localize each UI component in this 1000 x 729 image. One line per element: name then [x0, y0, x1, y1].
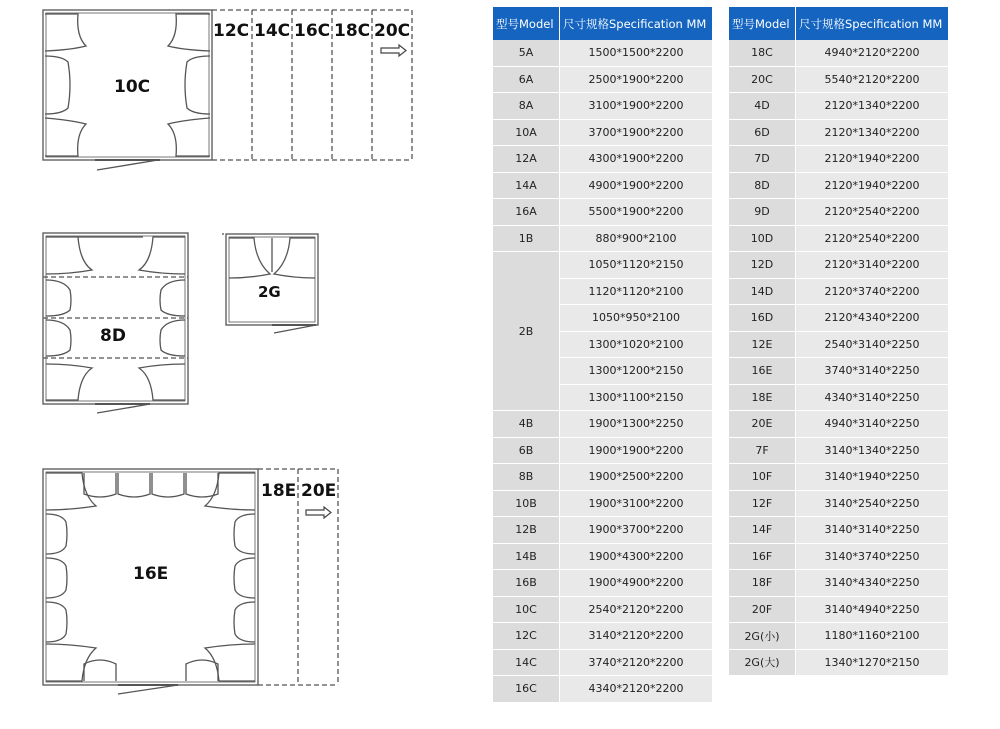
- spec-cell: 1500*1500*2200: [560, 40, 712, 67]
- spec-cell: 1900*1900*2200: [560, 438, 712, 465]
- model-cell: 10C: [493, 597, 560, 624]
- spec-cell: 3140*2540*2250: [796, 491, 948, 518]
- spec-cell: 1300*1100*2150: [560, 385, 712, 412]
- column-header-model: 型号Model: [729, 7, 796, 40]
- spec-cell: 1050*1120*2150: [560, 252, 712, 279]
- spec-table-left: [493, 7, 712, 703]
- spec-cell: 1900*3100*2200: [560, 491, 712, 518]
- table-row: [729, 173, 948, 200]
- table-row: [729, 570, 948, 597]
- table-row: [493, 676, 712, 703]
- model-cell: 16A: [493, 199, 560, 226]
- table-row: [493, 173, 712, 200]
- table-row: [729, 305, 948, 332]
- model-cell: 16D: [729, 305, 796, 332]
- table-row: [493, 623, 712, 650]
- spec-cell: 3740*3140*2250: [796, 358, 948, 385]
- extension-label-18e: 18E: [261, 481, 297, 501]
- model-cell: 6B: [493, 438, 560, 465]
- spec-cell: 2500*1900*2200: [560, 67, 712, 94]
- spec-cell: 3140*4340*2250: [796, 570, 948, 597]
- table-body: [493, 40, 712, 703]
- model-cell: 10D: [729, 226, 796, 253]
- spec-cell: 1300*1200*2150: [560, 358, 712, 385]
- table-row: [729, 146, 948, 173]
- model-cell: 2G(小): [729, 623, 796, 650]
- spec-cell: 2120*4340*2200: [796, 305, 948, 332]
- model-cell: 7D: [729, 146, 796, 173]
- spec-cell: 1050*950*2100: [560, 305, 712, 332]
- spec-table-right: [729, 7, 948, 676]
- model-cell: 2G(大): [729, 650, 796, 677]
- table-row: [729, 93, 948, 120]
- model-cell: 18C: [729, 40, 796, 67]
- spec-cell: 2120*3140*2200: [796, 252, 948, 279]
- model-cell: 14A: [493, 173, 560, 200]
- table-row: [493, 464, 712, 491]
- model-cell: 20C: [729, 67, 796, 94]
- extension-label-16c: 16C: [294, 21, 331, 41]
- spec-cell: 4940*2120*2200: [796, 40, 948, 67]
- spec-cell: 2120*3740*2200: [796, 279, 948, 306]
- spec-cell: 3140*2120*2200: [560, 623, 712, 650]
- spec-cell: 3140*1940*2250: [796, 464, 948, 491]
- table-row: [493, 570, 712, 597]
- spec-cell: 2540*3140*2250: [796, 332, 948, 359]
- column-header-spec: 尺寸规格Specification MM: [796, 7, 948, 40]
- extension-label-18c: 18C: [334, 21, 371, 41]
- model-cell: 4B: [493, 411, 560, 438]
- model-cell: 10B: [493, 491, 560, 518]
- floor-plan-16e: [43, 469, 338, 694]
- table-row: [493, 67, 712, 94]
- diagram-label-10c: 10C: [114, 77, 151, 97]
- model-cell: 12B: [493, 517, 560, 544]
- table-body: [729, 40, 948, 676]
- spec-cell: 1180*1160*2100: [796, 623, 948, 650]
- table-row: [729, 358, 948, 385]
- model-cell: 12A: [493, 146, 560, 173]
- table-row: [729, 491, 948, 518]
- model-cell: 8A: [493, 93, 560, 120]
- table-row: [493, 252, 712, 279]
- table-row: [493, 411, 712, 438]
- spec-cell: 1120*1120*2100: [560, 279, 712, 306]
- spec-cell: 3140*3140*2250: [796, 517, 948, 544]
- extension-label-20e: 20E: [301, 481, 337, 501]
- table-row: [493, 120, 712, 147]
- model-cell: 10A: [493, 120, 560, 147]
- spec-cell: 3100*1900*2200: [560, 93, 712, 120]
- spec-cell: 1900*4900*2200: [560, 570, 712, 597]
- model-cell: 1B: [493, 226, 560, 253]
- table-row: [729, 517, 948, 544]
- model-cell: 12C: [493, 623, 560, 650]
- spec-cell: 4340*3140*2250: [796, 385, 948, 412]
- model-cell: 14C: [493, 650, 560, 677]
- spec-cell: 1300*1020*2100: [560, 332, 712, 359]
- spec-cell: 2120*2540*2200: [796, 226, 948, 253]
- table-row: [493, 199, 712, 226]
- model-cell: 10F: [729, 464, 796, 491]
- table-row: [729, 464, 948, 491]
- model-cell: 16C: [493, 676, 560, 703]
- table-row: [729, 279, 948, 306]
- table-row: [729, 332, 948, 359]
- spec-cell: 4300*1900*2200: [560, 146, 712, 173]
- model-cell: 8D: [729, 173, 796, 200]
- model-cell: 14B: [493, 544, 560, 571]
- spec-cell: 4900*1900*2200: [560, 173, 712, 200]
- spec-cell: 1900*2500*2200: [560, 464, 712, 491]
- table-row: [729, 252, 948, 279]
- spec-cell: 1900*4300*2200: [560, 544, 712, 571]
- diagram-label-2g: 2G: [258, 283, 281, 301]
- table-row: [729, 623, 948, 650]
- model-cell: 9D: [729, 199, 796, 226]
- spec-cell: 1340*1270*2150: [796, 650, 948, 677]
- model-cell: 8B: [493, 464, 560, 491]
- spec-cell: 3140*4940*2250: [796, 597, 948, 624]
- spec-cell: 2120*1340*2200: [796, 120, 948, 147]
- model-cell: 20E: [729, 411, 796, 438]
- column-header-spec: 尺寸规格Specification MM: [560, 7, 712, 40]
- table-row: [493, 544, 712, 571]
- extension-label-14c: 14C: [254, 21, 291, 41]
- table-row: [729, 597, 948, 624]
- model-cell: 12D: [729, 252, 796, 279]
- diagram-label-8d: 8D: [100, 326, 126, 346]
- spec-cell: 2120*1940*2200: [796, 173, 948, 200]
- column-header-model: 型号Model: [493, 7, 560, 40]
- table-row: [493, 40, 712, 67]
- spec-cell: 3140*3740*2250: [796, 544, 948, 571]
- spec-cell: 2120*1340*2200: [796, 93, 948, 120]
- floor-plan-diagrams: [0, 0, 480, 729]
- model-cell: 12F: [729, 491, 796, 518]
- table-row: [729, 411, 948, 438]
- table-row: [729, 199, 948, 226]
- table-row: [729, 650, 948, 677]
- table-row: [493, 146, 712, 173]
- floor-plan-drawing: [0, 0, 480, 729]
- table-row: [493, 438, 712, 465]
- model-cell: 14D: [729, 279, 796, 306]
- right-arrow-icon: [306, 507, 331, 518]
- spec-cell: 4940*3140*2250: [796, 411, 948, 438]
- table-row: [729, 438, 948, 465]
- table-row: [729, 120, 948, 147]
- model-cell: 2B: [493, 252, 560, 411]
- spec-cell: 1900*3700*2200: [560, 517, 712, 544]
- spec-cell: 5540*2120*2200: [796, 67, 948, 94]
- spec-cell: 4340*2120*2200: [560, 676, 712, 703]
- table-row: [729, 67, 948, 94]
- table-row: [493, 597, 712, 624]
- table-row: [493, 517, 712, 544]
- table-row: [729, 385, 948, 412]
- model-cell: 5A: [493, 40, 560, 67]
- spec-cell: 5500*1900*2200: [560, 199, 712, 226]
- model-cell: 4D: [729, 93, 796, 120]
- model-cell: 16F: [729, 544, 796, 571]
- spec-cell: 3140*1340*2250: [796, 438, 948, 465]
- model-cell: 6D: [729, 120, 796, 147]
- right-arrow-icon: [381, 45, 406, 56]
- model-cell: 16E: [729, 358, 796, 385]
- spec-cell: 2120*1940*2200: [796, 146, 948, 173]
- model-cell: 18E: [729, 385, 796, 412]
- table-row: [493, 491, 712, 518]
- model-cell: 14F: [729, 517, 796, 544]
- table-row: [493, 650, 712, 677]
- table-header-row: [729, 7, 948, 40]
- extension-label-20c: 20C: [374, 21, 411, 41]
- table-row: [729, 226, 948, 253]
- model-cell: 7F: [729, 438, 796, 465]
- extension-label-12c: 12C: [213, 21, 250, 41]
- spec-cell: 1900*1300*2250: [560, 411, 712, 438]
- table-row: [493, 226, 712, 253]
- table-row: [493, 93, 712, 120]
- table-row: [729, 40, 948, 67]
- spec-cell: 3700*1900*2200: [560, 120, 712, 147]
- model-cell: 6A: [493, 67, 560, 94]
- spec-cell: 3740*2120*2200: [560, 650, 712, 677]
- diagram-label-16e: 16E: [133, 564, 169, 584]
- model-cell: 16B: [493, 570, 560, 597]
- spec-cell: 2540*2120*2200: [560, 597, 712, 624]
- spec-cell: 2120*2540*2200: [796, 199, 948, 226]
- spec-cell: 880*900*2100: [560, 226, 712, 253]
- table-header-row: [493, 7, 712, 40]
- model-cell: 20F: [729, 597, 796, 624]
- floor-plan-8d: [43, 233, 188, 413]
- table-row: [729, 544, 948, 571]
- model-cell: 12E: [729, 332, 796, 359]
- model-cell: 18F: [729, 570, 796, 597]
